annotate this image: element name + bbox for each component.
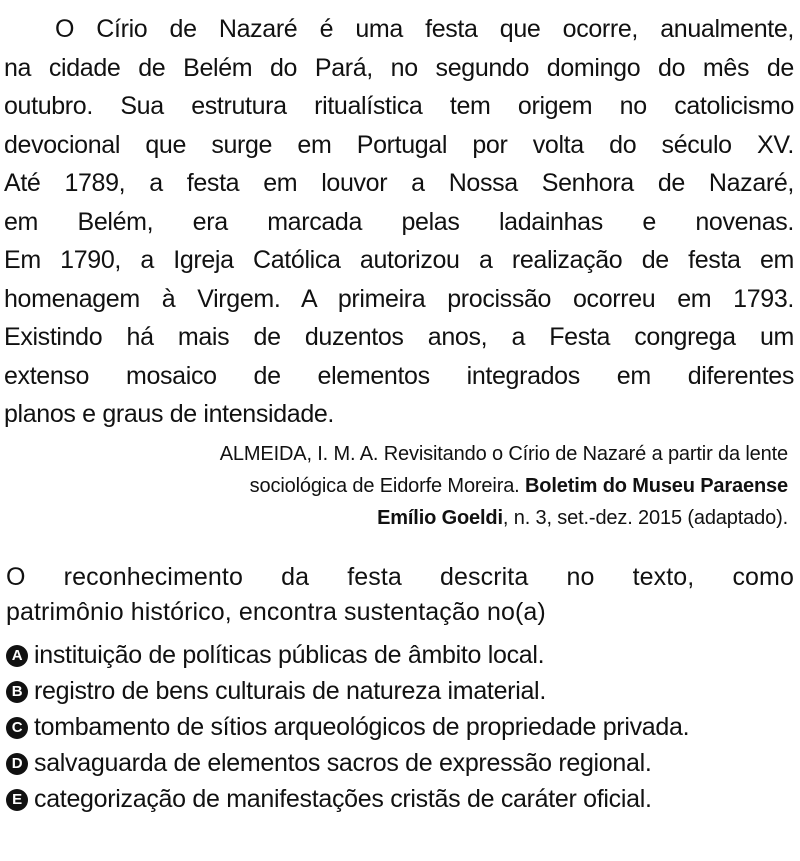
passage-line: devocional que surge em Portugal por volta do século XV. xyxy=(4,130,794,159)
option-e[interactable] xyxy=(4,782,794,818)
citation-journal-title-cont: Emílio Goeldi xyxy=(377,506,503,529)
option-letter-c-icon: C xyxy=(6,717,28,739)
option-text: tombamento de sítios arqueológicos de propriedade privada. xyxy=(34,713,690,741)
option-letter-a-icon: A xyxy=(6,645,28,667)
passage-line: Em 1790, a Igreja Católica autorizou a realização de festa em xyxy=(4,246,794,274)
option-b[interactable] xyxy=(4,674,794,710)
passage-line: Existindo há mais de duzentos anos, a Festa congrega um xyxy=(4,323,794,351)
citation-line: ALMEIDA, I. M. A. Revisitando o Círio de Nazaré a partir da lente xyxy=(219,442,788,465)
passage-line: em Belém, era marcada pelas ladainhas e novenas. xyxy=(4,207,794,236)
passage-line: O Círio de Nazaré é uma festa que ocorre, anualmente, xyxy=(55,15,794,43)
citation-journal-title: Boletim do Museu Paraense xyxy=(525,474,788,497)
question-line: patrimônio histórico, encontra sustentação no(a) xyxy=(6,597,546,626)
passage-line: planos e graus de intensidade. xyxy=(4,400,335,428)
source-citation xyxy=(4,438,794,534)
option-c[interactable] xyxy=(4,710,794,746)
citation-author-text: sociológica de Eidorfe Moreira. xyxy=(249,474,525,497)
citation-issue-text: , n. 3, set.-dez. 2015 (adaptado). xyxy=(502,506,788,529)
answer-options xyxy=(4,638,794,818)
question-stem xyxy=(4,560,794,630)
citation-line xyxy=(4,502,788,534)
option-d[interactable] xyxy=(4,746,794,782)
citation-line xyxy=(4,470,788,502)
option-text: registro de bens culturais de natureza imaterial. xyxy=(34,677,546,705)
passage-line: extenso mosaico de elementos integrados em diferentes xyxy=(4,361,794,390)
passage-line: outubro. Sua estrutura ritualística tem origem no catolicismo xyxy=(4,92,794,120)
option-a[interactable] xyxy=(4,638,794,674)
passage-line: homenagem à Virgem. A primeira procissão ocorreu em 1793. xyxy=(4,284,794,313)
option-letter-d-icon: D xyxy=(6,753,28,775)
option-letter-b-icon: B xyxy=(6,681,28,703)
passage-line: na cidade de Belém do Pará, no segundo domingo do mês de xyxy=(4,53,794,82)
passage-text xyxy=(4,10,794,434)
option-letter-e-icon: E xyxy=(6,789,28,811)
option-text: salvaguarda de elementos sacros de expressão regional. xyxy=(34,749,652,777)
question-line: O reconhecimento da festa descrita no texto, como xyxy=(6,562,794,591)
passage-line: Até 1789, a festa em louvor a Nossa Senhora de Nazaré, xyxy=(4,169,794,197)
option-text: instituição de políticas públicas de âmbito local. xyxy=(34,641,545,669)
option-text: categorização de manifestações cristãs de caráter oficial. xyxy=(34,785,652,813)
